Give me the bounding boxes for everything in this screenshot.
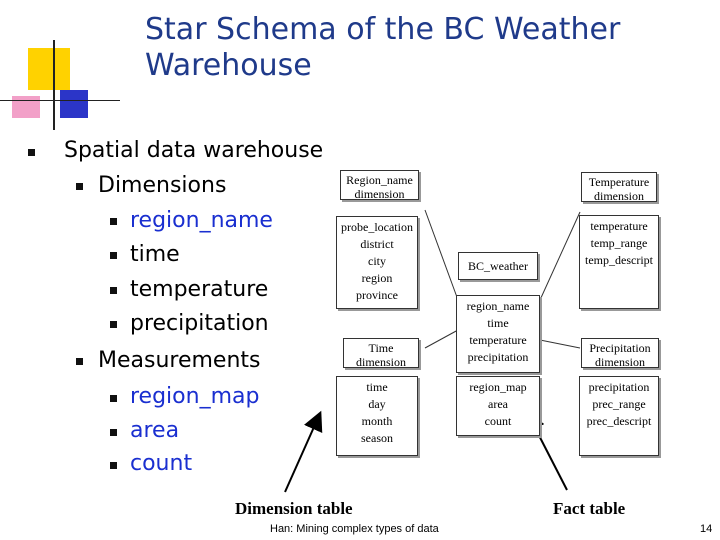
box-header-line: Precipitation bbox=[589, 341, 651, 355]
box-header-line: dimension bbox=[356, 355, 406, 369]
temperature-dimension-header bbox=[581, 172, 657, 202]
box-header-line: dimension bbox=[354, 187, 405, 201]
title-line-1: Star Schema of the BC Weather bbox=[145, 12, 621, 47]
page-number: 14 bbox=[700, 523, 713, 535]
box-attribute: temperature bbox=[590, 219, 648, 233]
dimension-item: time bbox=[130, 242, 180, 267]
box-attribute: province bbox=[356, 288, 398, 302]
title-line-2: Warehouse bbox=[145, 48, 312, 83]
box-attribute: district bbox=[360, 237, 394, 251]
fact-key: time bbox=[487, 316, 509, 330]
connector-line bbox=[540, 340, 580, 348]
precipitation-dimension-attributes bbox=[579, 376, 659, 456]
dimensions-label: Dimensions bbox=[98, 173, 227, 198]
dimension-table-arrow bbox=[285, 418, 318, 492]
fact-measure: region_map bbox=[469, 380, 527, 394]
time-dimension-attributes bbox=[336, 376, 418, 456]
fact-name: BC_weather bbox=[468, 259, 528, 273]
time-dimension-header bbox=[343, 338, 419, 368]
box-header-line: Temperature bbox=[588, 175, 650, 189]
region-dimension-attributes bbox=[336, 216, 418, 309]
region-dimension-header bbox=[340, 170, 419, 200]
box-header-line: Time bbox=[368, 341, 394, 355]
measurement-item: count bbox=[130, 451, 193, 476]
box-attribute: region bbox=[361, 271, 393, 285]
fact-table-name bbox=[458, 252, 538, 280]
fact-table-keys bbox=[456, 295, 540, 373]
box-attribute: prec_range bbox=[592, 397, 646, 411]
temperature-dimension-attributes bbox=[579, 215, 659, 309]
fact-table-measures bbox=[456, 376, 540, 436]
fact-measure: area bbox=[488, 397, 508, 411]
connector-line bbox=[425, 330, 458, 348]
measurement-item: region_map bbox=[130, 384, 260, 409]
fact-key: region_name bbox=[466, 299, 530, 313]
dimension-item: temperature bbox=[130, 277, 269, 302]
precipitation-dimension-header bbox=[581, 338, 659, 368]
connector-line bbox=[425, 210, 458, 300]
fact-key: temperature bbox=[469, 333, 527, 347]
dimension-table-caption: Dimension table bbox=[235, 499, 353, 518]
box-attribute: prec_descript bbox=[586, 414, 652, 428]
outline-heading: Spatial data warehouse bbox=[64, 138, 324, 163]
box-attribute: month bbox=[361, 414, 393, 428]
fact-table-caption: Fact table bbox=[553, 499, 626, 518]
box-header-line: dimension bbox=[594, 189, 644, 203]
fact-measure: count bbox=[484, 414, 512, 428]
measurements-label: Measurements bbox=[98, 348, 261, 373]
measurement-item: area bbox=[130, 418, 180, 443]
box-attribute: time bbox=[366, 380, 388, 394]
box-attribute: temp_descript bbox=[585, 253, 653, 267]
box-header-line: dimension bbox=[595, 355, 645, 369]
box-attribute: temp_range bbox=[590, 236, 648, 250]
connector-line bbox=[540, 212, 580, 300]
box-attribute: day bbox=[368, 397, 386, 411]
box-attribute: season bbox=[361, 431, 393, 445]
box-attribute: probe_location bbox=[341, 220, 413, 234]
footer-source: Han: Mining complex types of data bbox=[270, 523, 439, 535]
fact-key: precipitation bbox=[467, 350, 529, 364]
dimension-item: precipitation bbox=[130, 311, 269, 336]
box-attribute: precipitation bbox=[588, 380, 650, 394]
dimension-item: region_name bbox=[130, 208, 273, 233]
box-header-line: Region_name bbox=[346, 173, 413, 187]
box-attribute: city bbox=[368, 254, 386, 268]
